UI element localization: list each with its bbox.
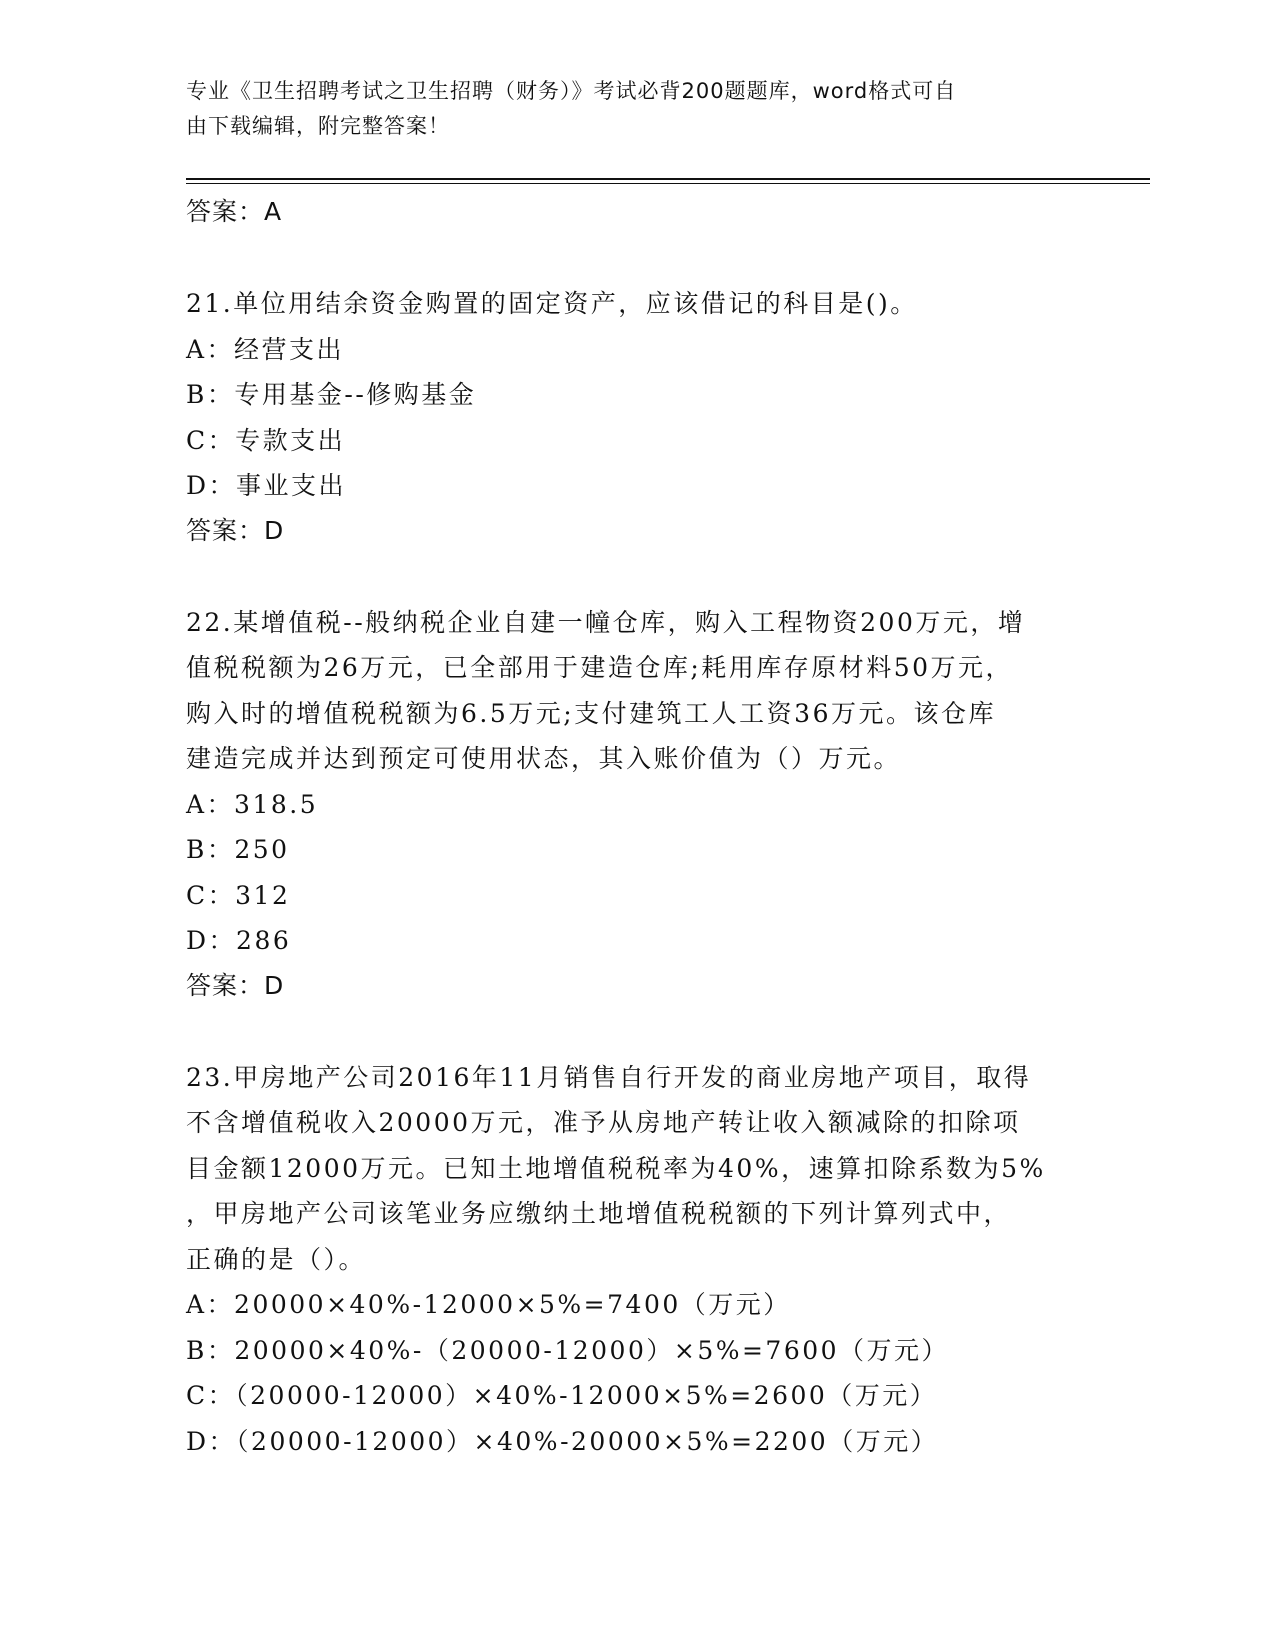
option-d: D：事业支出 <box>186 471 347 500</box>
option-b: B：专用基金--修购基金 <box>186 380 477 409</box>
option-c: C：312 <box>186 880 291 910</box>
option-a: A：318.5 <box>186 789 319 819</box>
header-line: 专业《卫生招聘考试之卫生招聘（财务）》考试必背200题题库，word格式可自 <box>186 79 957 103</box>
question-text: 23.甲房地产公司2016年11月销售自行开发的商业房地产项目，取得 <box>186 1062 1032 1092</box>
question-text: 购入时的增值税税额为6.5万元;支付建筑工人工资36万元。该仓库 <box>186 698 996 728</box>
question-text: 目金额12000万元。已知土地增值税税率为40%，速算扣除系数为5% <box>186 1153 1046 1183</box>
question-text: 22.某增值税--般纳税企业自建一幢仓库，购入工程物资200万元，增 <box>186 607 1026 637</box>
header-line: 由下载编辑，附完整答案！ <box>186 114 450 138</box>
question-21 <box>186 281 1086 553</box>
option-c: C：（20000-12000）×40%-12000×5%=2600（万元） <box>186 1381 938 1410</box>
question-text: ，甲房地产公司该笔业务应缴纳土地增值税税额的下列计算列式中， <box>186 1199 1012 1228</box>
option-d: D：286 <box>186 926 292 955</box>
question-22 <box>186 600 1086 1008</box>
header-divider <box>186 183 1150 184</box>
option-c: C：专款支出 <box>186 425 346 455</box>
question-text: 不含增值税收入20000万元，准予从房地产转让收入额减除的扣除项 <box>186 1108 1021 1137</box>
answer-line: 答案：A <box>186 197 283 226</box>
option-b: B：20000×40%-（20000-12000）×5%=7600（万元） <box>186 1335 950 1365</box>
option-a: A：20000×40%-12000×5%=7400（万元） <box>186 1290 791 1319</box>
question-list <box>186 190 1086 1464</box>
question-text: 值税税额为26万元，已全部用于建造仓库;耗用库存原材料50万元， <box>186 653 1014 682</box>
option-a: A：经营支出 <box>186 334 345 364</box>
header-divider <box>186 178 1150 180</box>
question-23 <box>186 1055 1086 1465</box>
answer-line: 答案：D <box>186 970 285 1000</box>
answer-line: 答案：D <box>186 515 285 545</box>
question-text: 21.单位用结余资金购置的固定资产，应该借记的科目是()。 <box>186 289 918 318</box>
question-text: 正确的是（）。 <box>186 1244 367 1274</box>
question-text: 建造完成并达到预定可使用状态，其入账价值为（）万元。 <box>186 744 902 773</box>
document-header <box>186 74 1066 144</box>
option-b: B：250 <box>186 835 290 864</box>
option-d: D：（20000-12000）×40%-20000×5%=2200（万元） <box>186 1426 939 1456</box>
